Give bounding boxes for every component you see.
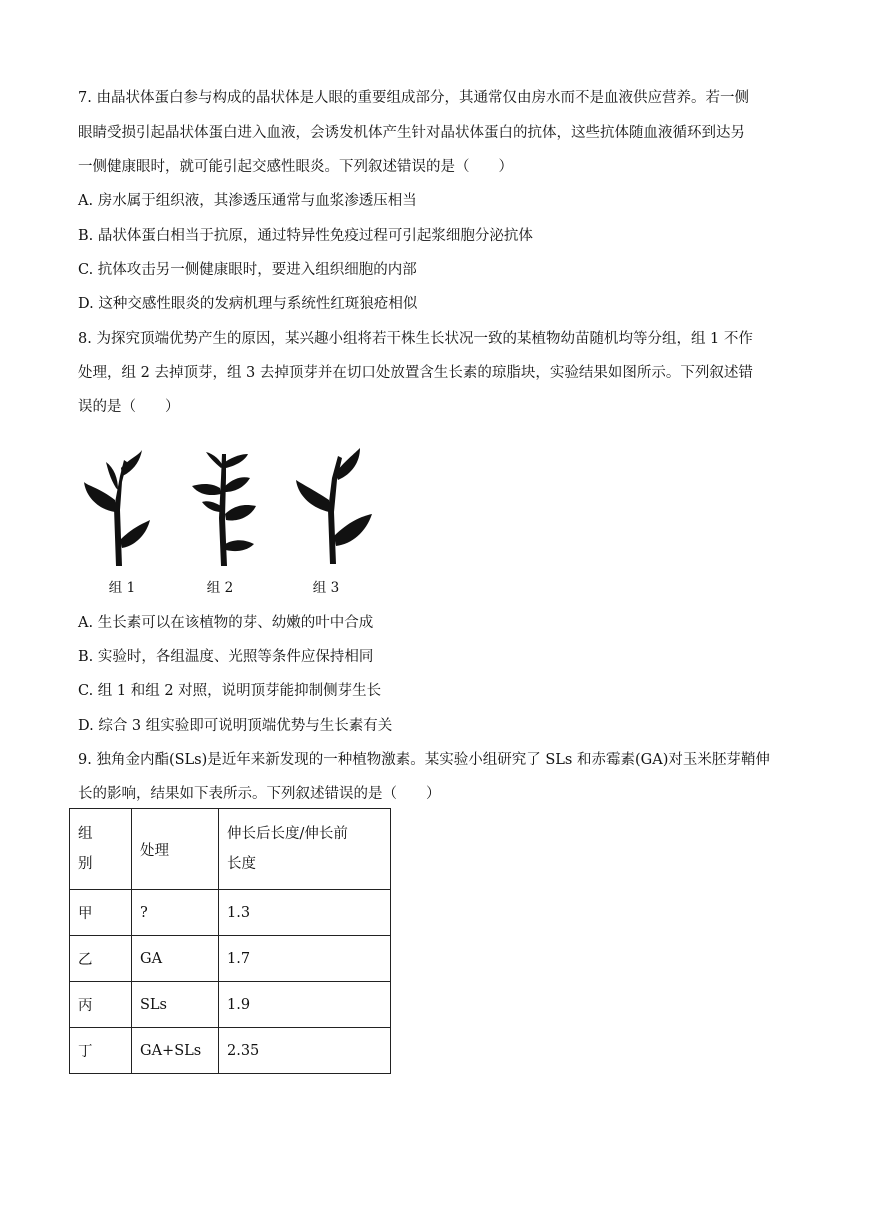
q8-option-b: B. 实验时，各组温度、光照等条件应保持相同 bbox=[78, 649, 374, 665]
q7-stem-line-1: 7. 由晶状体蛋白参与构成的晶状体是人眼的重要组成部分，其通常仅由房水而不是血液供应营养。若一侧 bbox=[78, 90, 749, 106]
q7-option-a: A. 房水属于组织液，其渗透压通常与血浆渗透压相当 bbox=[78, 193, 417, 209]
header-ratio-line-2: 长度 bbox=[227, 856, 256, 872]
cell-group: 丁 bbox=[70, 1028, 132, 1074]
table-header-row bbox=[70, 809, 391, 890]
figure-label-group-2: 组 2 bbox=[206, 580, 234, 596]
cell-treatment: ? bbox=[132, 890, 219, 936]
figure-label-group-1: 组 1 bbox=[108, 580, 136, 596]
q8-stem-line-1: 8. 为探究顶端优势产生的原因，某兴趣小组将若干株生长状况一致的某植物幼苗随机均等分组，组 1 不作 bbox=[78, 331, 753, 347]
q7-option-d: D. 这种交感性眼炎的发病机理与系统性红斑狼疮相似 bbox=[78, 296, 418, 312]
table-row bbox=[70, 936, 391, 982]
q8-option-a: A. 生长素可以在该植物的芽、幼嫩的叶中合成 bbox=[78, 615, 374, 631]
q8-stem-line-2: 处理，组 2 去掉顶芽，组 3 去掉顶芽并在切口处放置含生长素的琼脂块，实验结果如图所示。下列叙述错 bbox=[78, 365, 753, 381]
q7-stem-line-3: 一侧健康眼时，就可能引起交感性眼炎。下列叙述错误的是（ ） bbox=[78, 159, 513, 175]
header-ratio-line-1: 伸长后长度/伸长前 bbox=[227, 826, 348, 842]
cell-ratio: 2.35 bbox=[219, 1028, 391, 1074]
cell-treatment: GA+SLs bbox=[132, 1028, 219, 1074]
cell-group: 乙 bbox=[70, 936, 132, 982]
cell-group: 丙 bbox=[70, 982, 132, 1028]
plant-group-1-image bbox=[80, 448, 160, 568]
q7-option-b: B. 晶状体蛋白相当于抗原，通过特异性免疫过程可引起浆细胞分泌抗体 bbox=[78, 228, 533, 244]
plant-group-2-image bbox=[188, 448, 268, 568]
cell-ratio: 1.7 bbox=[219, 936, 391, 982]
cell-treatment: SLs bbox=[132, 982, 219, 1028]
cell-treatment: GA bbox=[132, 936, 219, 982]
header-group bbox=[70, 809, 132, 890]
header-group-line-2: 别 bbox=[78, 856, 93, 872]
q9-results-table bbox=[69, 808, 391, 1074]
table-row bbox=[70, 890, 391, 936]
q8-option-c: C. 组 1 和组 2 对照，说明顶芽能抑制侧芽生长 bbox=[78, 683, 382, 699]
q8-option-d: D. 综合 3 组实验即可说明顶端优势与生长素有关 bbox=[78, 718, 393, 734]
table-row bbox=[70, 1028, 391, 1074]
q8-stem-line-3: 误的是（ ） bbox=[78, 399, 180, 415]
header-length-ratio bbox=[219, 809, 391, 890]
figure-label-group-3: 组 3 bbox=[312, 580, 340, 596]
plant-group-3-image bbox=[292, 448, 382, 568]
plant-figure bbox=[80, 448, 400, 598]
q7-option-c: C. 抗体攻击另一侧健康眼时，要进入组织细胞的内部 bbox=[78, 262, 417, 278]
q7-stem-line-2: 眼睛受损引起晶状体蛋白进入血液，会诱发机体产生针对晶状体蛋白的抗体，这些抗体随血液循环到达另 bbox=[78, 125, 745, 141]
q9-stem-line-2: 长的影响，结果如下表所示。下列叙述错误的是（ ） bbox=[78, 786, 441, 802]
cell-group: 甲 bbox=[70, 890, 132, 936]
header-group-line-1: 组 bbox=[78, 826, 93, 842]
cell-ratio: 1.3 bbox=[219, 890, 391, 936]
q9-stem-line-1: 9. 独角金内酯(SLs)是近年来新发现的一种植物激素。某实验小组研究了 SLs 和赤霉素(GA)对玉米胚芽鞘伸 bbox=[78, 752, 770, 768]
cell-ratio: 1.9 bbox=[219, 982, 391, 1028]
table-row bbox=[70, 982, 391, 1028]
header-treatment: 处理 bbox=[132, 809, 219, 890]
